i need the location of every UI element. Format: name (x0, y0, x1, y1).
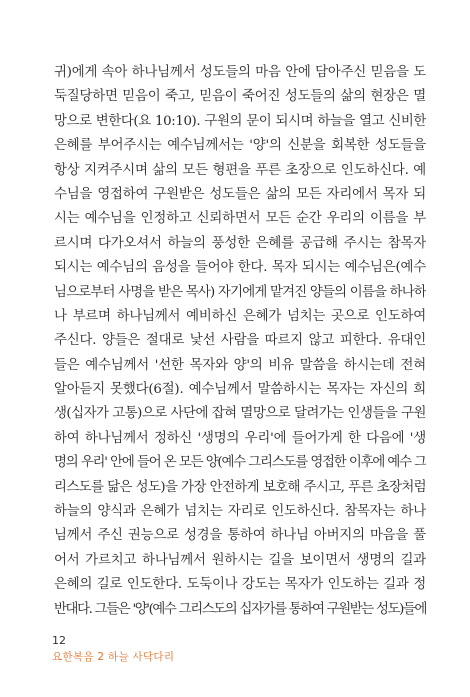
text-line: 은혜를 부어주시는 예수님께서는 '양'의 신분을 회복한 성도들을 (54, 138, 426, 154)
text-line: 되시는 예수님의 음성을 들어야 한다. 목자 되시는 예수님은(예수 (54, 260, 426, 276)
text-line: 귀)에게 속아 하나님께서 성도들의 마음 안에 담아주신 믿음을 도 (54, 65, 426, 80)
text-line: 망으로 변한다(요 10:10). 구원의 문이 되시며 하늘을 열고 신비한 (54, 113, 426, 129)
text-line: 수님을 영접하여 구원받은 성도들은 삶의 모든 자리에서 목자 되 (54, 186, 426, 202)
text-line: 님께서 주신 권능으로 성경을 통하여 하나님 아버지의 마음을 풀 (54, 528, 426, 544)
text-line: 둑질당하면 믿음이 죽고, 믿음이 죽어진 성도들의 삶의 현장은 멸 (54, 89, 426, 105)
page-number: 12 (52, 634, 66, 647)
text-line: 생(십자가 고통)으로 사단에 잡혀 멸망으로 달려가는 인생들을 구원 (54, 406, 426, 422)
body-text (54, 61, 426, 622)
text-line: 어서 가르치고 하나님께서 원하시는 길을 보이면서 생명의 길과 (54, 552, 426, 568)
text-line: 시는 예수님을 인정하고 신뢰하면서 모든 순간 우리의 이름을 부 (54, 211, 426, 227)
text-line: 주신다. 양들은 절대로 낯선 사람을 따르지 않고 피한다. 유대인 (54, 333, 426, 349)
page-footer (52, 634, 174, 665)
text-line: 하여 하나님께서 정하신 '생명의 우리'에 들어가게 한 다음에 '생 (54, 430, 426, 446)
running-title: 요한복음 2 하늘 사닥다리 (52, 651, 175, 663)
text-line: 은혜의 길로 인도한다. 도둑이나 강도는 목자가 인도하는 길과 정 (54, 577, 426, 593)
text-line: 리스도를 닮은 성도)을 가장 안전하게 보호해 주시고, 푸른 초장처럼 (54, 479, 426, 495)
text-line: 명의 우리' 안에 들어 온 모든 양(예수 그리스도를 영접한 이후에 예수 그 (54, 455, 426, 471)
text-line: 르시며 다가오셔서 하늘의 풍성한 은혜를 공급해 주시는 참목자 (54, 235, 426, 251)
text-line: 알아듣지 못했다(6절). 예수님께서 말씀하시는 목자는 자신의 희 (54, 382, 426, 398)
text-line: 님으로부터 사명을 받은 목사) 자기에게 맡겨진 양들의 이름을 하나하 (54, 284, 426, 300)
text-line: 반대다. 그들은 '양'(예수 그리스도의 십자가를 통하여 구원받는 성도)들에 (54, 601, 426, 617)
text-line: 들은 예수님께서 '선한 목자와 양'의 비유 말씀을 하시는데 전혀 (54, 357, 426, 373)
text-line: 항상 지켜주시며 삶의 모든 형편을 푸른 초장으로 인도하신다. 예 (54, 162, 426, 178)
text-line: 하늘의 양식과 은혜가 넘치는 자리로 인도하신다. 참목자는 하나 (54, 504, 426, 520)
text-line: 나 부르며 하나님께서 예비하신 은혜가 넘치는 곳으로 인도하여 (54, 308, 426, 324)
